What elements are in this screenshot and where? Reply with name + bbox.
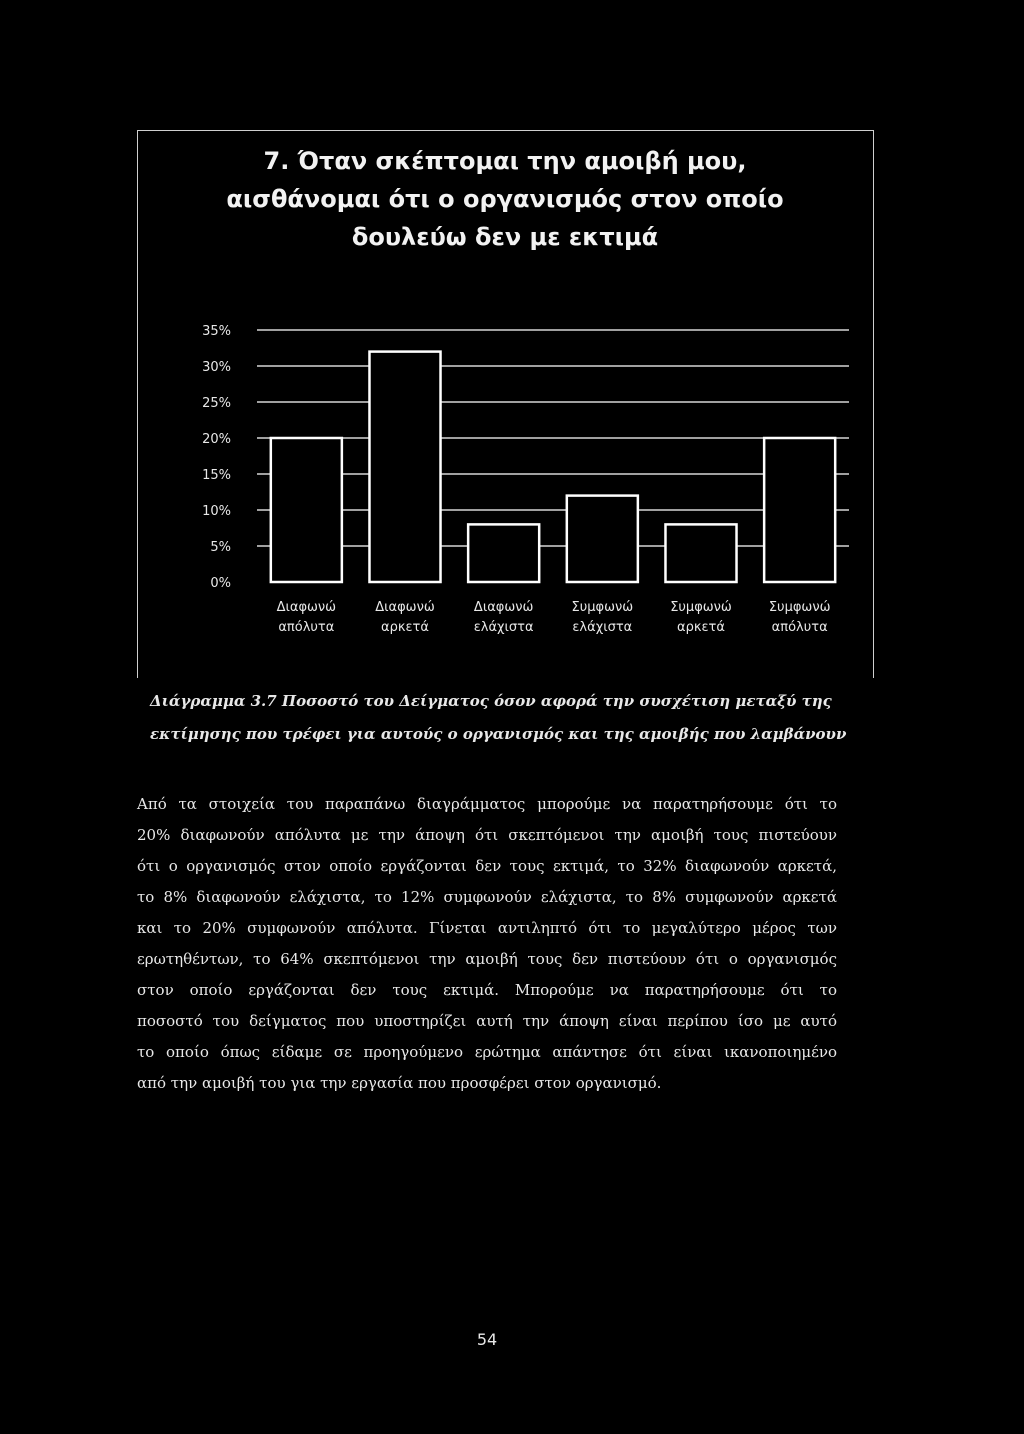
x-category-label: Συμφωνώ [571, 600, 634, 615]
gridlines [257, 330, 849, 546]
x-category-label: απόλυτα [771, 620, 828, 635]
caption-line: εκτίμησης που τρέφει για αυτούς ο οργανισμός και της αμοιβής που λαμβάνουν [150, 725, 847, 743]
bar-chart [137, 300, 874, 650]
chart-title-line: δουλεύω δεν με εκτιμά [351, 223, 659, 251]
paragraph-line: ότι ο οργανισμός στον οποίο εργάζονται δεν τους εκτιμά, το 32% διαφωνούν αρκετά, [137, 857, 837, 875]
x-category-label: Διαφωνώ [473, 600, 534, 615]
y-tick-label: 5% [210, 540, 231, 555]
y-tick-label: 30% [202, 360, 231, 375]
paragraph-line: ποσοστό του δείγματος που υποστηρίζει αυτή την άποψη είναι περίπου ίσο με αυτό [137, 1012, 837, 1030]
paragraph-line: 20% διαφωνούν απόλυτα με την άποψη ότι σκεπτόμενοι την αμοιβή τους πιστεύουν [137, 826, 837, 844]
y-tick-label: 15% [202, 468, 231, 483]
chart-title-line: αισθάνομαι ότι ο οργανισμός στον οποίο [226, 185, 784, 213]
body-paragraph [137, 789, 837, 1099]
y-tick-label: 10% [202, 504, 231, 519]
x-category-label: ελάχιστα [473, 620, 534, 635]
x-category-label: αρκετά [677, 620, 725, 635]
x-axis-categories [277, 600, 831, 635]
paragraph-line: στον οποίο εργάζονται δεν τους εκτιμά. Μπορούμε να παρατηρήσουμε ότι το [137, 981, 837, 999]
chart-title-line: 7. Όταν σκέπτομαι την αμοιβή μου, [263, 147, 747, 175]
y-tick-label: 20% [202, 432, 231, 447]
x-category-label: Συμφωνώ [670, 600, 732, 615]
bars [271, 352, 835, 582]
paragraph-line: Από τα στοιχεία του παραπάνω διαγράμματος μπορούμε να παρατηρήσουμε ότι το [137, 795, 837, 813]
bar [468, 524, 539, 582]
paragraph-line: και το 20% συμφωνούν απόλυτα. Γίνεται αντιληπτό ότι το μεγαλύτερο μέρος των [137, 919, 837, 937]
x-category-label: ελάχιστα [572, 620, 633, 635]
chart-title [180, 142, 830, 256]
bar [764, 438, 835, 582]
paragraph-line: το οποίο όπως είδαμε σε προηγούμενο ερώτημα απάντησε ότι είναι ικανοποιημένο [137, 1043, 837, 1061]
bar [271, 438, 342, 582]
x-category-label: Συμφωνώ [768, 600, 831, 615]
figure-caption [150, 685, 870, 751]
paragraph-line: το 8% διαφωνούν ελάχιστα, το 12% συμφωνούν ελάχιστα, το 8% συμφωνούν αρκετά [137, 888, 837, 906]
y-tick-label: 35% [202, 324, 231, 339]
caption-line: Διάγραμμα 3.7 Ποσοστό του Δείγματος όσον αφορά την συσχέτιση μεταξύ της [150, 692, 832, 710]
paragraph-line: ερωτηθέντων, το 64% σκεπτόμενοι την αμοιβή τους δεν πιστεύουν ότι ο οργανισμός [137, 950, 837, 968]
y-tick-label: 0% [210, 576, 231, 591]
bar [369, 352, 440, 582]
paragraph-line: από την αμοιβή του για την εργασία που προσφέρει στον οργανισμό. [137, 1074, 662, 1092]
x-category-label: Διαφωνώ [276, 600, 337, 615]
page-number: 54 [476, 1330, 498, 1349]
x-category-label: αρκετά [381, 620, 429, 635]
bar [665, 524, 736, 582]
y-tick-label: 25% [202, 396, 231, 411]
y-axis-ticks [202, 324, 231, 591]
x-category-label: απόλυτα [278, 620, 335, 635]
bar [567, 496, 638, 582]
x-category-label: Διαφωνώ [375, 600, 435, 615]
